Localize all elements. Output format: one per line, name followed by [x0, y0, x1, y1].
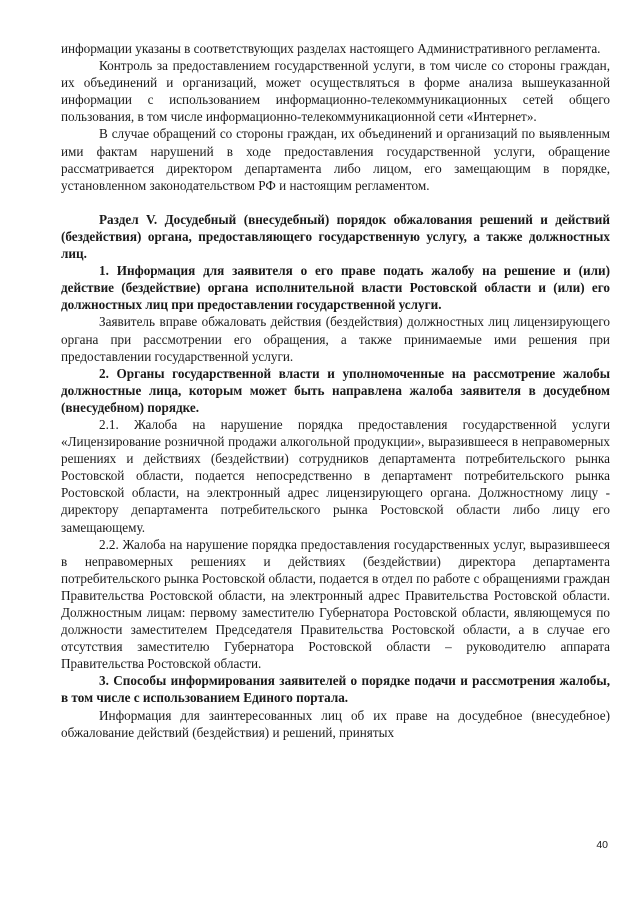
paragraph-right-to-appeal: Заявитель вправе обжаловать действия (бездействия) должностных лиц лицензирующего органа при рассмотрении его обращения, а также принимаемые ими решения при предоставлении государственной услуги.: [61, 314, 610, 364]
paragraph-2-1: 2.1. Жалоба на нарушение порядка предоставления государственной услуги «Лицензирование розничной продажи алкогольной продукции», выразившееся в неправомерных решениях и действиях (бездействии) сотрудников департамента потребительского рынка Ростовской области, подается непосредственно в департамент потребительского рынка Ростовской области, на электронный адрес лицензирующего органа. Должностному лицу - директору департамента потребительского рынка Ростовской области либо лицу его замещающему.: [61, 416, 610, 535]
subheading-2: 2. Органы государственной власти и уполномоченные на рассмотрение жалобы должностные лица, которым может быть направлена жалоба заявителя в досудебном (внесудебном) порядке.: [61, 365, 610, 415]
document-page: [61, 40, 610, 741]
section-heading-v: Раздел V. Досудебный (внесудебный) порядок обжалования решений и действий (бездействия) органа, предоставляющего государственную услугу, а также должностных лиц.: [61, 211, 610, 262]
subheading-1: 1. Информация для заявителя о его праве подать жалобу на решение и (или) действие (бездействие) органа исполнительной власти Ростовской области и (или) его должностных лиц при предоставлении государственной услуги.: [61, 263, 610, 313]
paragraph-control: Контроль за предоставлением государственной услуги, в том числе со стороны граждан, их объединений и организаций, может осуществляться в форме анализа вышеуказанной информации с использованием информационно-телекоммуникационных сетей общего пользования, в том числе информационно-телекоммуникационной сети «Интернет».: [61, 58, 610, 125]
page-number: 40: [596, 839, 608, 851]
paragraph-appeals: В случае обращений со стороны граждан, их объединений и организаций по выявленным ими фактам нарушений в ходе предоставления государственной услуги, обращение рассматривается директором департамента либо лицом, его замещающим в порядке, установленном законодательством РФ и настоящим регламентом.: [61, 126, 610, 193]
paragraph-2-2: 2.2. Жалоба на нарушение порядка предоставления государственных услуг, выразившееся в неправомерных решениях и действиях (бездействии) директора департамента потребительского рынка Ростовской области, подается в отдел по работе с обращениями граждан Правительства Ростовской области, на электронный адрес Правительства Ростовской области. Должностным лицам: первому заместителю Губернатора Ростовской области, являющемуся по должности заместителем Председателя Правительства Ростовской области, а в случае его отсутствия заместителю Губернатора Ростовской области – руководителю аппарата Правительства Ростовской области.: [61, 536, 610, 672]
subheading-3: 3. Способы информирования заявителей о порядке подачи и рассмотрения жалобы, в том числе с использованием Единого портала.: [61, 673, 610, 706]
paragraph-information: Информация для заинтересованных лиц об их праве на досудебное (внесудебное) обжалование действий (бездействия) и решений, принятых: [61, 707, 610, 740]
paragraph-continuation: информации указаны в соответствующих разделах настоящего Административного регламента.: [61, 41, 601, 56]
